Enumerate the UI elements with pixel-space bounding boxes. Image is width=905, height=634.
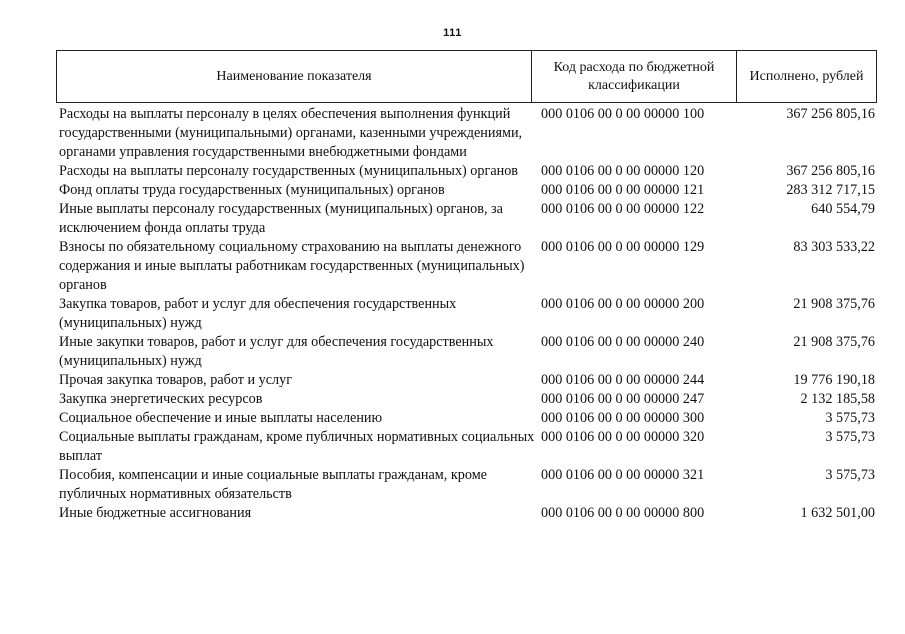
row-name: Расходы на выплаты персоналу государственных (муниципальных) органов: [59, 163, 518, 179]
row-name: Взносы по обязательному социальному страхованию на выплаты денежного содержания и иные выплаты работникам государственных (муниципальных) органов: [59, 239, 525, 293]
row-code: 000 0106 00 0 00 00000 300: [541, 410, 705, 426]
table-row: [56, 333, 877, 371]
row-code: 000 0106 00 0 00 00000 122: [541, 201, 705, 217]
header-code: Код расхода по бюджетной классификации: [532, 51, 737, 102]
row-sum: 367 256 805,16: [786, 106, 875, 122]
row-sum: 21 908 375,76: [793, 296, 875, 312]
table-row: [56, 466, 877, 504]
row-code: 000 0106 00 0 00 00000 121: [541, 182, 705, 198]
table-row: [56, 105, 877, 162]
table-header: [56, 50, 877, 103]
row-sum: 3 575,73: [825, 467, 875, 483]
row-code: 000 0106 00 0 00 00000 200: [541, 296, 705, 312]
row-name: Пособия, компенсации и иные социальные выплаты гражданам, кроме публичных нормативных обязательств: [59, 467, 487, 502]
row-name: Социальные выплаты гражданам, кроме публичных нормативных социальных выплат: [59, 429, 535, 464]
row-sum: 21 908 375,76: [793, 334, 875, 350]
row-sum: 3 575,73: [825, 410, 875, 426]
row-sum: 283 312 717,15: [786, 182, 875, 198]
row-sum: 1 632 501,00: [800, 505, 875, 521]
row-code: 000 0106 00 0 00 00000 129: [541, 239, 705, 255]
row-code: 000 0106 00 0 00 00000 240: [541, 334, 705, 350]
table-row: [56, 390, 877, 409]
page-number: 111: [443, 27, 462, 39]
table-row: [56, 409, 877, 428]
row-sum: 3 575,73: [825, 429, 875, 445]
table-body: [56, 105, 877, 523]
row-code: 000 0106 00 0 00 00000 800: [541, 505, 705, 521]
table-row: [56, 238, 877, 295]
row-sum: 640 554,79: [811, 201, 875, 217]
row-sum: 2 132 185,58: [800, 391, 875, 407]
table-row: [56, 162, 877, 181]
row-name: Закупка товаров, работ и услуг для обеспечения государственных (муниципальных) нужд: [59, 296, 457, 331]
row-sum: 83 303 533,22: [793, 239, 875, 255]
table-row: [56, 371, 877, 390]
row-code: 000 0106 00 0 00 00000 321: [541, 467, 705, 483]
row-name: Фонд оплаты труда государственных (муниципальных) органов: [59, 182, 445, 198]
row-name: Расходы на выплаты персоналу в целях обеспечения выполнения функций государственными (муниципальными) органами, казенными учреждениями, органами управления государственными внебюджетными фондами: [59, 106, 523, 160]
row-sum: 19 776 190,18: [793, 372, 875, 388]
row-sum: 367 256 805,16: [786, 163, 875, 179]
row-code: 000 0106 00 0 00 00000 244: [541, 372, 705, 388]
row-name: Иные бюджетные ассигнования: [59, 505, 252, 521]
row-code: 000 0106 00 0 00 00000 120: [541, 163, 705, 179]
row-name: Прочая закупка товаров, работ и услуг: [59, 372, 293, 388]
row-name: Иные закупки товаров, работ и услуг для обеспечения государственных (муниципальных) нужд: [59, 334, 494, 369]
row-code: 000 0106 00 0 00 00000 100: [541, 106, 705, 122]
header-sum: Исполнено, рублей: [749, 68, 864, 84]
row-name: Социальное обеспечение и иные выплаты населению: [59, 410, 383, 426]
table-row: [56, 295, 877, 333]
table-row: [56, 181, 877, 200]
header-name: Наименование показателя: [57, 51, 532, 102]
row-name: Закупка энергетических ресурсов: [59, 391, 263, 407]
table-row: [56, 200, 877, 238]
table-row: [56, 504, 877, 523]
row-code: 000 0106 00 0 00 00000 320: [541, 429, 705, 445]
row-name: Иные выплаты персоналу государственных (муниципальных) органов, за исключением фонда оплаты труда: [59, 201, 503, 236]
table-row: [56, 428, 877, 466]
row-code: 000 0106 00 0 00 00000 247: [541, 391, 705, 407]
